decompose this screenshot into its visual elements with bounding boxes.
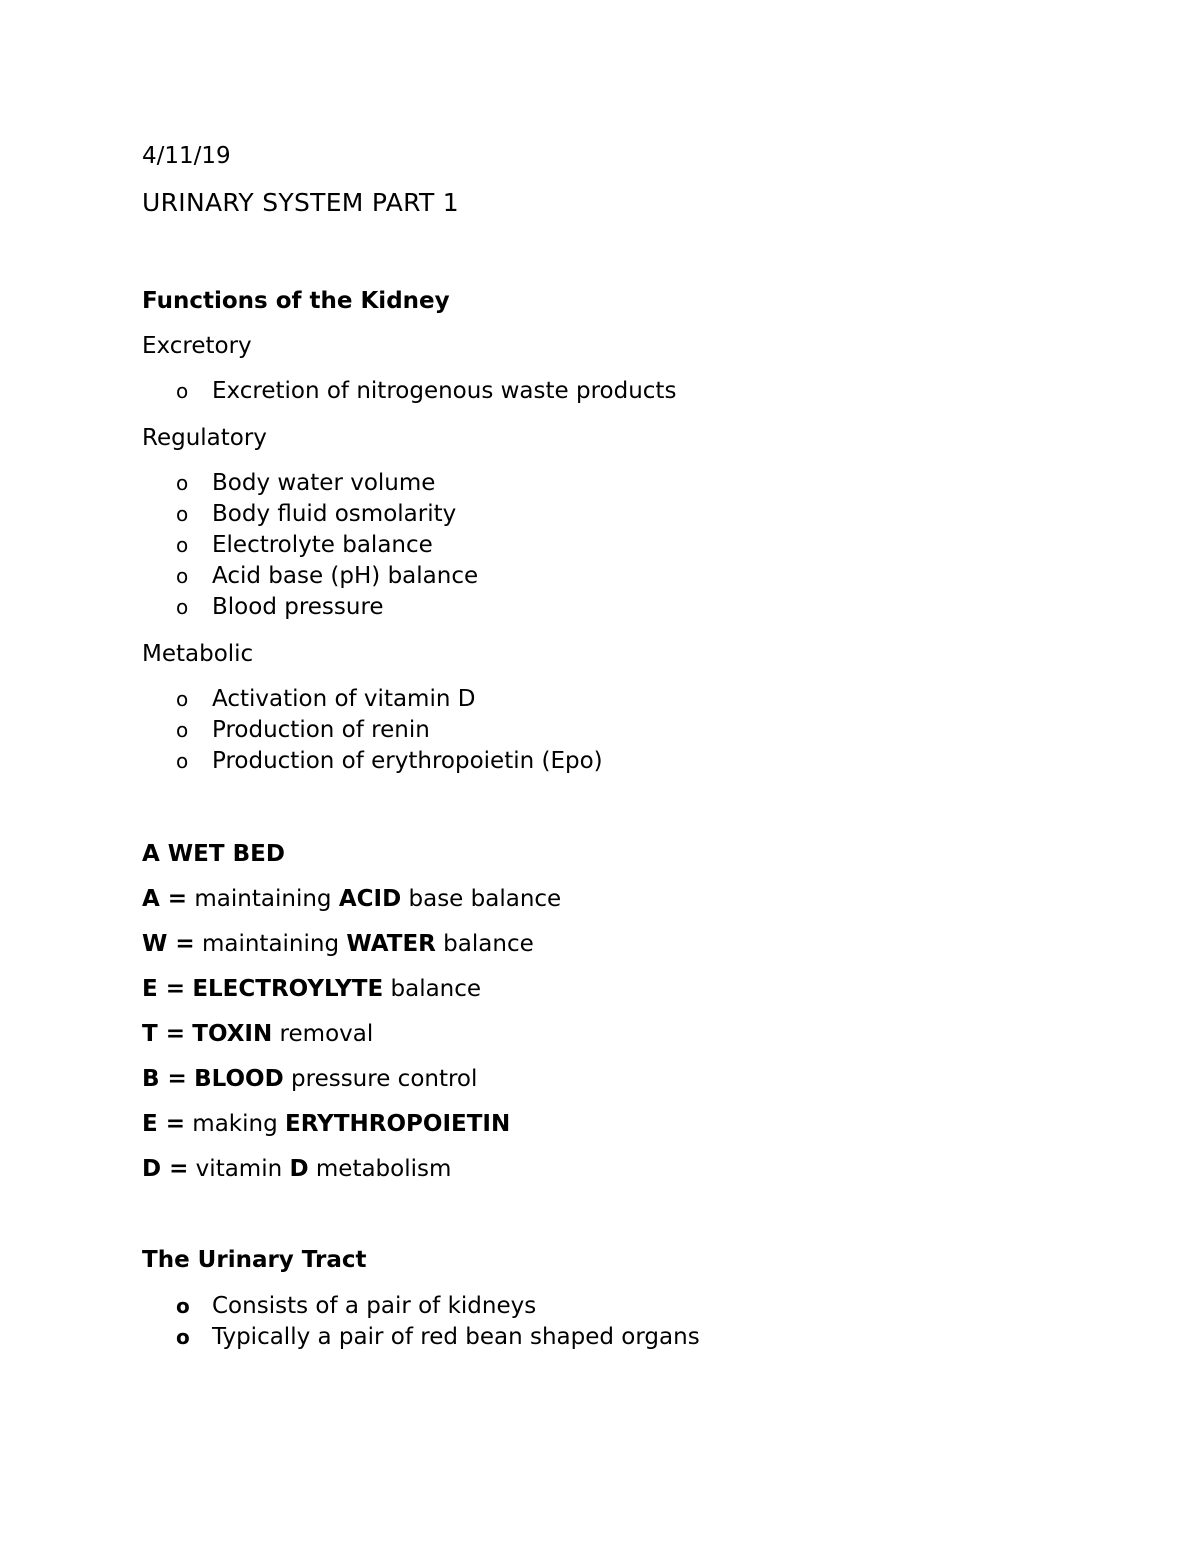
mnemonic-keyword: BLOOD xyxy=(194,1066,284,1092)
page-title: URINARY SYSTEM PART 1 xyxy=(142,188,459,217)
list-item xyxy=(176,1326,700,1349)
mnemonic-key: B = xyxy=(142,1066,187,1092)
bullet-icon: o xyxy=(176,595,189,619)
list-item xyxy=(176,472,435,495)
list-item-text: Body fluid osmolarity xyxy=(212,501,457,527)
mnemonic-text: vitamin xyxy=(188,1156,290,1182)
list-item-text: Acid base (pH) balance xyxy=(212,563,479,589)
mnemonic-line xyxy=(142,978,481,1001)
date: 4/11/19 xyxy=(142,143,231,169)
mnemonic-text: base balance xyxy=(401,886,562,912)
mnemonic-line xyxy=(142,1158,451,1181)
mnemonic-text: making xyxy=(185,1111,286,1137)
bullet-icon: o xyxy=(176,749,189,773)
mnemonic-line xyxy=(142,1023,373,1046)
bullet-icon: o xyxy=(176,564,189,588)
group-label-excretory: Excretory xyxy=(142,333,252,359)
mnemonic-keyword: WATER xyxy=(346,931,436,957)
list-item-text: Activation of vitamin D xyxy=(212,686,476,712)
mnemonic-keyword: ERYTHROPOIETIN xyxy=(285,1111,511,1137)
list-item-text: Consists of a pair of kidneys xyxy=(212,1293,537,1319)
mnemonic-key: E = xyxy=(142,1111,185,1137)
list-item-text: Electrolyte balance xyxy=(212,532,433,558)
group-label-metabolic: Metabolic xyxy=(142,641,254,667)
mnemonic-key: T = xyxy=(142,1021,185,1047)
bullet-icon: o xyxy=(176,471,189,495)
mnemonic-text: pressure control xyxy=(283,1066,478,1092)
list-item xyxy=(176,750,603,773)
mnemonic-text: maintaining xyxy=(194,931,347,957)
functions-heading: Functions of the Kidney xyxy=(142,288,450,314)
bullet-icon: o xyxy=(176,718,189,742)
mnemonic-line xyxy=(142,1068,477,1091)
mnemonic-key: D = xyxy=(142,1156,189,1182)
list-item-text: Body water volume xyxy=(212,470,436,496)
list-item-text: Typically a pair of red bean shaped organs xyxy=(212,1324,700,1350)
list-item-text: Production of renin xyxy=(212,717,430,743)
urinary-tract-heading: The Urinary Tract xyxy=(142,1247,367,1273)
mnemonic-key: W = xyxy=(142,931,195,957)
list-item xyxy=(176,596,384,619)
list-item xyxy=(176,380,676,403)
list-item xyxy=(176,503,456,526)
list-item-text: Production of erythropoietin (Epo) xyxy=(212,748,603,774)
list-item-text: Excretion of nitrogenous waste products xyxy=(212,378,677,404)
list-item xyxy=(176,565,478,588)
list-item xyxy=(176,688,475,711)
mnemonic-text: metabolism xyxy=(308,1156,452,1182)
mnemonic-line xyxy=(142,1113,510,1136)
list-item-text: Blood pressure xyxy=(212,594,384,620)
mnemonic-keyword: ACID xyxy=(338,886,402,912)
mnemonic-line xyxy=(142,888,561,911)
bullet-icon: o xyxy=(176,1325,190,1349)
mnemonic-key: E = xyxy=(142,976,185,1002)
mnemonic-keyword: TOXIN xyxy=(192,1021,273,1047)
mnemonic-text: balance xyxy=(435,931,534,957)
bullet-icon: o xyxy=(176,687,189,711)
mnemonic-heading: A WET BED xyxy=(142,841,285,867)
list-item xyxy=(176,534,433,557)
bullet-icon: o xyxy=(176,533,189,557)
mnemonic-text: balance xyxy=(383,976,482,1002)
mnemonic-text: removal xyxy=(272,1021,374,1047)
list-item xyxy=(176,1295,536,1318)
mnemonic-keyword: D xyxy=(289,1156,309,1182)
mnemonic-key: A = xyxy=(142,886,188,912)
bullet-icon: o xyxy=(176,502,189,526)
bullet-icon: o xyxy=(176,379,189,403)
bullet-icon: o xyxy=(176,1294,190,1318)
list-item xyxy=(176,719,430,742)
mnemonic-line xyxy=(142,933,534,956)
mnemonic-text: maintaining xyxy=(187,886,339,912)
mnemonic-keyword: ELECTROYLYTE xyxy=(192,976,384,1002)
group-label-regulatory: Regulatory xyxy=(142,425,267,451)
